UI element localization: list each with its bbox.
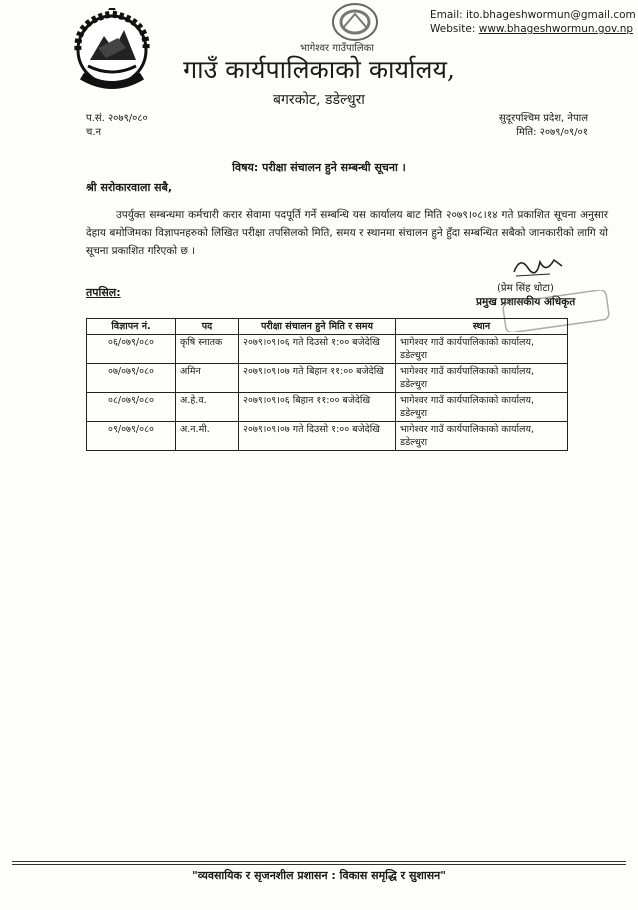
reference-block [86,112,148,140]
footer-divider [12,861,626,865]
table-row [87,393,568,422]
signer-title: प्रमुख प्रशासकीय अधिकृत [476,296,576,308]
signer-name: (प्रेम सिंह धोटा) [497,283,554,294]
schedule-heading: तपसिल: [86,286,121,299]
cell-venue: भागेश्वर गाउँ कार्यपालिकाको कार्यालय, डडेल्धुरा [396,422,568,451]
table-row [87,364,568,393]
letter-date: मिति: २०७९/०९/०१ [516,127,588,138]
website-link[interactable]: www.bhageshwormun.gov.np [478,23,634,35]
province: सुदूरपश्चिम प्रदेश, नेपाल [499,113,588,124]
signature-icon [510,252,570,280]
header-datetime: परीक्षा संचालन हुने मिति र समय [239,319,396,335]
table-row [87,335,568,364]
cell-post: कृषि स्नातक [176,335,239,364]
header-post: पद [176,319,239,335]
cell-venue: भागेश्वर गाउँ कार्यपालिकाको कार्यालय, डडेल्धुरा [396,364,568,393]
letter-body-text: उपर्युक्त सम्बन्धमा कर्मचारी करार सेवामा पदपूर्ति गर्ने सम्बन्धि यस कार्यालय बाट मिति २०७९।०८।१४ गते प्रकाशित सूचना अनुसार देहाय बमोजिमका विज्ञापनहरुको लिखित परीक्षा तपसिलको मिति, समय र स्थानमा संचालन हुने हुँदा सम्बन्धित सबैको जानकारीको लागि यो सूचना प्रकाशित गरिएको छ । [86,209,608,257]
contact-info [430,8,636,36]
letter-subject: विषय: परीक्षा संचालन हुने सम्बन्धी सूचना । [232,161,406,174]
cell-venue: भागेश्वर गाउँ कार्यपालिकाको कार्यालय, डडेल्धुरा [396,335,568,364]
table-row [87,422,568,451]
cell-datetime: २०७९।०९।०७ गते दिउसो १:०० बजेदेखि [239,422,396,451]
cell-ad-no: ०८/०७९/०८० [87,393,176,422]
cell-ad-no: ०७/०७९/०८० [87,364,176,393]
header-venue: स्थान [396,319,568,335]
office-address: बगरकोट, डडेल्धुरा [273,92,365,108]
footer-motto: "व्यवसायिक र सृजनशील प्रशासन : विकास समृद्धि र सुशासन" [192,869,446,882]
cell-ad-no: ०९/०७९/०८० [87,422,176,451]
office-title: गाउँ कार्यपालिकाको कार्यालय, [183,55,455,84]
cell-post: अमिन [176,364,239,393]
cell-post: अ.न.मी. [176,422,239,451]
email-label: Email: [430,9,463,21]
municipality-logo-icon [327,2,383,44]
cell-datetime: २०७९।०९।०७ गते बिहान ११:०० बजेदेखि [239,364,396,393]
cell-datetime: २०७९।०९।०६ बिहान ११:०० बजेदेखि [239,393,396,422]
salutation: श्री सरोकारवाला सबै, [86,181,173,194]
email-value[interactable]: ito.bhageshwormun@gmail.com [466,9,636,21]
table-header-row [87,319,568,335]
cell-ad-no: ०६/०७९/०८० [87,335,176,364]
cell-venue: भागेश्वर गाउँ कार्यपालिकाको कार्यालय, डडेल्धुरा [396,393,568,422]
website-label: Website: [430,23,476,35]
header-ad-no: विज्ञापन नं. [87,319,176,335]
office-small-name: भागेश्वर गाउँपालिका [300,43,374,54]
ref-number: प.सं. २०७९/०८० [86,113,148,124]
province-date-block [499,112,588,140]
dispatch-number: च.न [86,127,102,138]
exam-schedule-table [86,318,568,451]
cell-post: अ.हे.व. [176,393,239,422]
cell-datetime: २०७९।०९।०६ गते दिउसो १:०० बजेदेखि [239,335,396,364]
